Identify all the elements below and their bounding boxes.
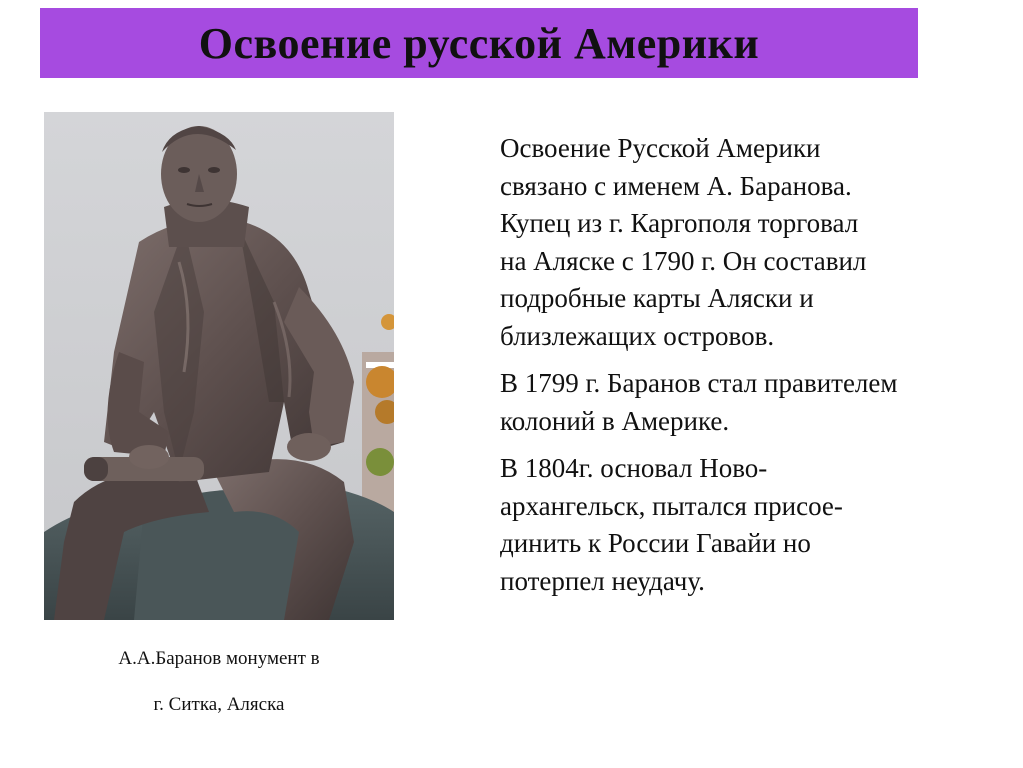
paragraph-3 bbox=[500, 450, 980, 600]
text-line: потерпел неудачу. bbox=[500, 565, 705, 596]
caption-line-1: А.А.Баранов монумент в bbox=[118, 648, 320, 669]
text-line: В 1799 г. Баранов стал правителем bbox=[500, 368, 898, 398]
caption-line-2: г. Ситка, Аляска bbox=[153, 694, 285, 715]
text-content bbox=[500, 130, 980, 610]
text-line: подробные карты Аляски и bbox=[500, 283, 814, 313]
text-line: динить к России Гавайи но bbox=[500, 528, 811, 558]
title-banner bbox=[40, 8, 918, 78]
text-line: В 1804г. основал Ново- bbox=[500, 453, 768, 483]
paragraph-2 bbox=[500, 365, 980, 440]
text-line: колоний в Америке. bbox=[500, 405, 730, 436]
text-line: связано с именем А. Баранова. bbox=[500, 170, 852, 201]
text-line: Купец из г. Каргополя торговал bbox=[500, 208, 859, 238]
statue-photo bbox=[44, 112, 394, 620]
page-title: Освоение русской Америки bbox=[198, 18, 760, 68]
text-line: Освоение Русской Америки bbox=[500, 133, 821, 163]
text-line: на Аляске с 1790 г. Он составил bbox=[500, 245, 867, 276]
text-line: близлежащих островов. bbox=[500, 320, 775, 351]
photo-caption bbox=[44, 636, 394, 728]
text-line: архангельск, пытался присое- bbox=[500, 490, 843, 521]
baranov-statue-image bbox=[44, 112, 394, 620]
paragraph-1 bbox=[500, 130, 980, 355]
